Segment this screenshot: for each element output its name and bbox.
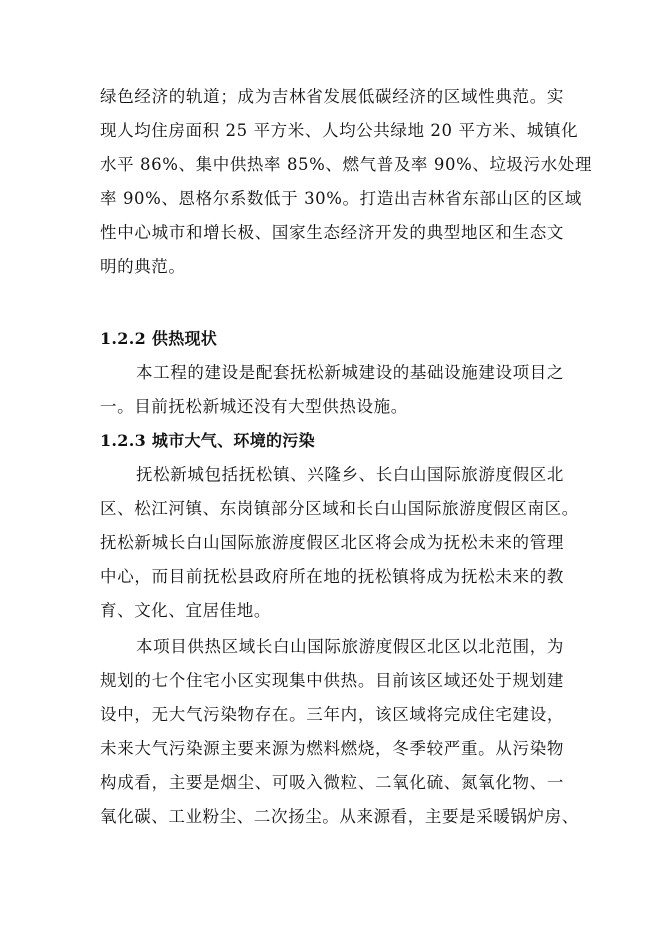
paragraph-line: 明的典范。 xyxy=(100,257,186,276)
paragraph-line: 一。目前抚松新城还没有大型供热设施。 xyxy=(100,397,408,416)
paragraph-line: 绿色经济的轨道；成为吉林省发展低碳经济的区域性典范。实 xyxy=(100,87,564,106)
paragraph-line: 中心，而目前抚松县政府所在地的抚松镇将成为抚松未来的教 xyxy=(100,567,564,586)
paragraph-line: 水平 86%、集中供热率 85%、燃气普及率 90%、垃圾污水处理 xyxy=(100,155,593,174)
paragraph-line: 率 90%、恩格尔系数低于 30%。打造出吉林省东部山区的区域 xyxy=(100,189,582,208)
paragraph-line: 育、文化、宜居佳地。 xyxy=(100,601,271,620)
paragraph-line: 未来大气污染源主要来源为燃料燃烧，冬季较严重。从污染物 xyxy=(100,739,564,758)
section-heading-1-2-3: 1.2.3 城市大气、环境的污染 xyxy=(100,431,315,450)
paragraph-line: 区、松江河镇、东岗镇部分区域和长白山国际旅游度假区南区。 xyxy=(100,499,579,518)
section-heading-1-2-2: 1.2.2 供热现状 xyxy=(100,329,218,348)
paragraph-line: 氧化碳、工业粉尘、二次扬尘。从来源看，主要是采暖锅炉房、 xyxy=(100,807,579,826)
paragraph-line: 设中，无大气污染物存在。三年内，该区域将完成住宅建设， xyxy=(100,705,564,724)
paragraph-line: 构成看，主要是烟尘、可吸入微粒、二氧化硫、氮氧化物、一 xyxy=(100,773,564,792)
paragraph-line: 现人均住房面积 25 平方米、人均公共绿地 20 平方米、城镇化 xyxy=(100,121,579,140)
paragraph-line: 本工程的建设是配套抚松新城建设的基础设施建设项目之 xyxy=(136,363,564,382)
paragraph-line: 本项目供热区域长白山国际旅游度假区北区以北范围，为 xyxy=(136,637,564,656)
paragraph-line: 抚松新城包括抚松镇、兴隆乡、长白山国际旅游度假区北 xyxy=(136,465,564,484)
paragraph-line: 性中心城市和增长极、国家生态经济开发的典型地区和生态文 xyxy=(100,223,564,242)
paragraph-line: 抚松新城长白山国际旅游度假区北区将会成为抚松未来的管理 xyxy=(100,533,564,552)
paragraph-line: 规划的七个住宅小区实现集中供热。目前该区域还处于规划建 xyxy=(100,671,564,690)
